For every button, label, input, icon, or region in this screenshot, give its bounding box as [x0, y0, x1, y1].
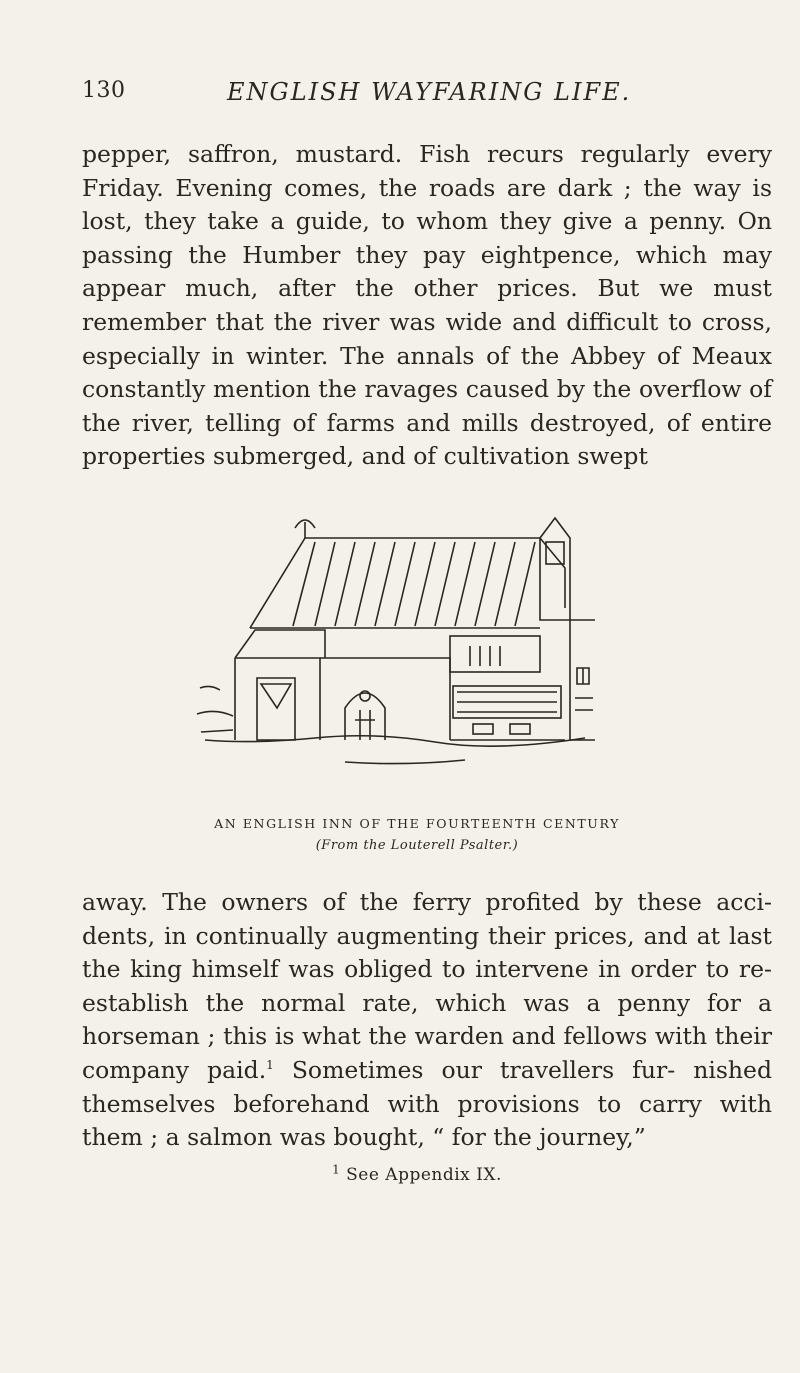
paragraph-2-text-b: Sometimes our travellers fur- nished themselves beforehand with provisions to carry with them ; a salmon was bought, “ for the journey,” — [82, 1055, 772, 1152]
paragraph-2-text-a: away. The owners of the ferry profited by these acci- dents, in continually augmenting their prices, and at last the king himself was obliged to intervene in order to re-establish the normal rate, which was a penny for a horseman ; this is what the warden and fellows with their company paid. — [82, 888, 772, 1084]
running-title: ENGLISH WAYFARING LIFE. — [227, 78, 632, 106]
footnote-marker: 1 — [332, 1162, 341, 1177]
page-header — [82, 78, 722, 108]
figure-caption: AN ENGLISH INN OF THE FOURTEENTH CENTURY — [214, 816, 620, 831]
paragraph-2 — [82, 886, 772, 1155]
page-number: 130 — [82, 78, 126, 103]
inn-drawing-icon — [195, 508, 605, 783]
figure-source: (From the Louterell Psalter.) — [315, 838, 519, 853]
footnote — [82, 1162, 752, 1185]
paragraph-1: pepper, saffron, mustard. Fish recurs regularly every Friday. Evening comes, the roads are dark ; the way is lost, they take a guide, to whom they give a penny. On passing the Humber they pay eightpence, which may appear much, after the other prices. But we must remember that the river was wide and difficult to cross, especially in winter. The annals of the Abbey of Meaux constantly mention the ravages caused by the overflow of the river, telling of farms and mills destroyed, of entire properties submerged, and of cultivation swept — [82, 140, 772, 471]
inn-illustration — [195, 508, 605, 783]
footnote-text: See Appendix IX. — [340, 1165, 502, 1185]
footnote-reference: 1 — [266, 1058, 274, 1073]
